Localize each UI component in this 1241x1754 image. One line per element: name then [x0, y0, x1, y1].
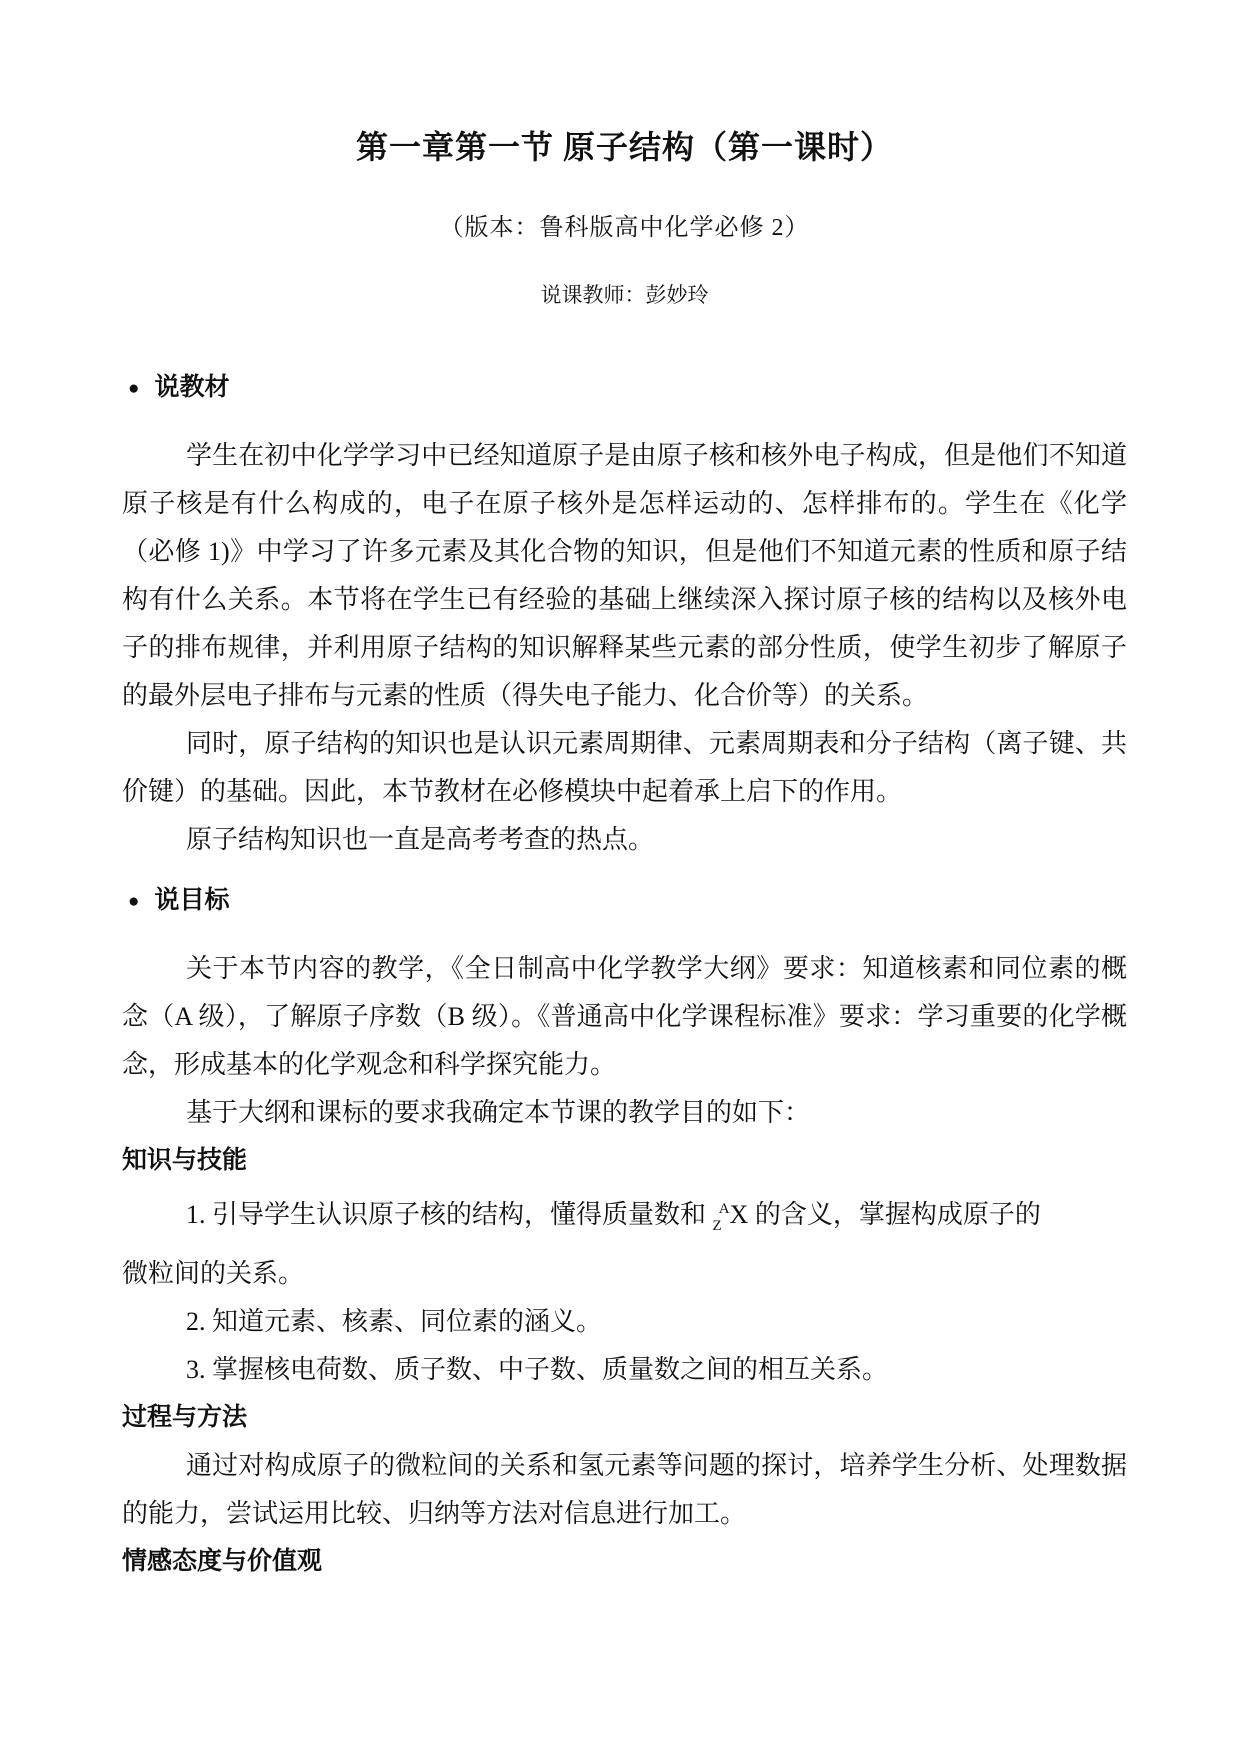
knowledge-skills-heading: 知识与技能 — [122, 1147, 248, 1174]
isotope-element-symbol: X — [729, 1200, 749, 1229]
material-paragraph-3: 原子结构知识也一直是高考考查的热点。 — [186, 825, 655, 854]
affect-values-heading: 情感态度与价值观 — [122, 1548, 323, 1575]
knowledge-item-1-post: 的含义，掌握构成原子的 — [748, 1200, 1041, 1229]
knowledge-item-2: 2. 知道元素、核素、同位素的涵义。 — [186, 1307, 603, 1336]
knowledge-item-1-pre: 1. 引导学生认识原子核的结构，懂得质量数和 — [186, 1200, 713, 1229]
teacher-byline: 说课教师：彭妙玲 — [540, 283, 709, 307]
knowledge-item-1-line2: 微粒间的关系。 — [122, 1259, 305, 1288]
process-methods-heading: 过程与方法 — [122, 1404, 248, 1431]
process-paragraph: 通过对构成原子的微粒间的关系和氢元素等问题的探讨，培养学生分析、处理数据的能力，尝试运用比较、归纳等方法对信息进行加工。 — [122, 1451, 1127, 1528]
goals-paragraph-1: 关于本节内容的教学，《全日制高中化学教学大纲》要求：知道核素和同位素的概念（A 级），了解原子序数（B 级）。《普通高中化学课程标准》要求：学习重要的化学概念，形成基本的化学观念和科学探究能力。 — [122, 954, 1127, 1079]
isotope-notation — [712, 1200, 749, 1234]
section-heading-material — [128, 370, 1127, 404]
section-heading-goals-label: 说目标 — [154, 886, 230, 914]
section-heading-material-label: 说教材 — [154, 373, 230, 401]
section-heading-goals — [128, 883, 1127, 917]
material-paragraph-1: 学生在初中化学学习中已经知道原子是由原子核和核外电子构成，但是他们不知道原子核是有什么构成的，电子在原子核外是怎样运动的、怎样排布的。学生在《化学（必修 1)》中学习了许多元素及其化合物的知识，但是他们不知道元素的性质和原子结构有什么关系。本节将在学生已有经验的基础上继续深入探讨原子核的结构以及核外电子的排布规律，并利用原子结构的知识解释某些元素的部分性质，使学生初步了解原子的最外层电子排布与元素的性质（得失电子能力、化合价等）的关系。 — [122, 441, 1127, 710]
goals-paragraph-2: 基于大纲和课标的要求我确定本节课的教学目的如下： — [186, 1098, 811, 1127]
isotope-mass-number: A — [718, 1201, 730, 1217]
document-title: 第一章第一节 原子结构（第一课时） — [355, 129, 893, 165]
material-paragraph-2: 同时，原子结构的知识也是认识元素周期律、元素周期表和分子结构（离子键、共价键）的基础。因此，本节教材在必修模块中起着承上启下的作用。 — [122, 729, 1127, 806]
knowledge-item-3: 3. 掌握核电荷数、质子数、中子数、质量数之间的相互关系。 — [186, 1355, 889, 1384]
knowledge-item-1 — [122, 1185, 1127, 1298]
bullet-icon: ● — [128, 890, 140, 912]
isotope-atomic-number: Z — [712, 1218, 722, 1234]
bullet-icon: ● — [128, 377, 140, 399]
document-subtitle: （版本：鲁科版高中化学必修 2） — [439, 215, 810, 241]
